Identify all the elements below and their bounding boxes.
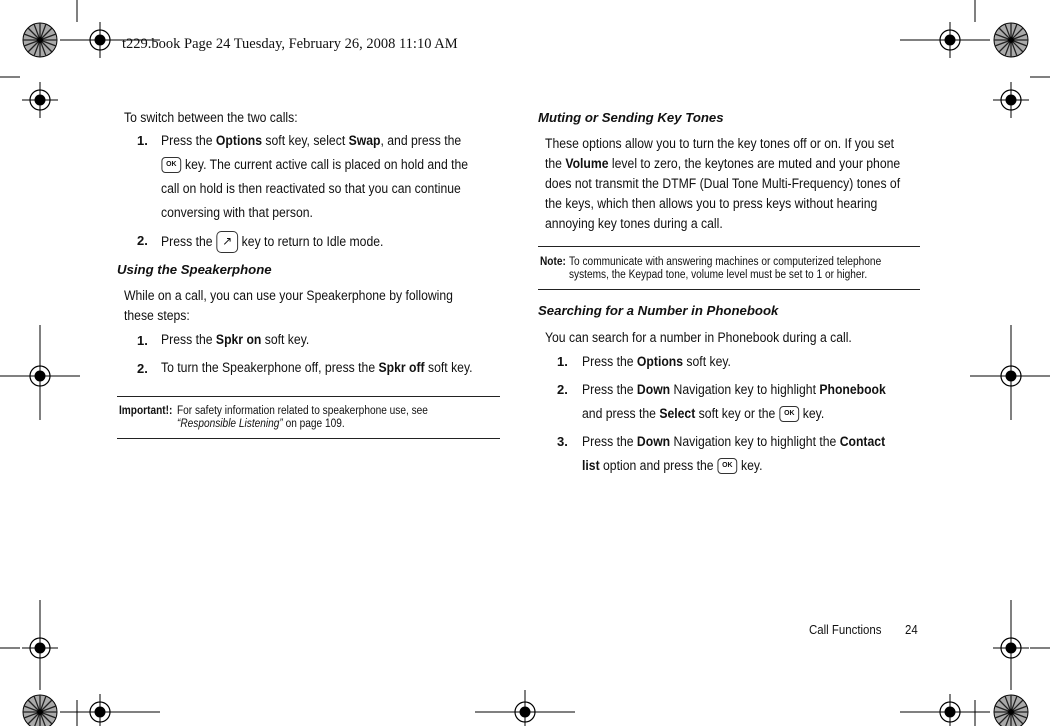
divider bbox=[117, 396, 500, 397]
important-text: For safety information related to speakerphone use, see bbox=[177, 405, 428, 417]
important-text: “Responsible Listening” on page 109. bbox=[177, 418, 345, 430]
step-number: 3. bbox=[557, 434, 568, 449]
note-text: systems, the Keypad tone, volume level must be set to 1 or higher. bbox=[569, 269, 868, 281]
note-text: To communicate with answering machines or computerized telephone bbox=[569, 256, 882, 268]
step-number: 2. bbox=[557, 382, 568, 397]
step-text: OK key. The current active call is placed on hold and the bbox=[161, 155, 468, 175]
divider bbox=[538, 289, 920, 290]
intro-text: To switch between the two calls: bbox=[124, 110, 298, 126]
section-heading: Searching for a Number in Phonebook bbox=[538, 303, 779, 318]
body-text: These options allow you to turn the key tones off or on. If you set bbox=[545, 136, 895, 152]
step-text: and press the Select soft key or the OK key. bbox=[582, 406, 825, 422]
body-text: does not transmit the DTMF (Dual Tone Multi-Frequency) tones of bbox=[545, 176, 901, 192]
body-text: annoying key tones during a call. bbox=[545, 216, 723, 232]
divider bbox=[117, 438, 500, 439]
cross-reference-link[interactable]: “Responsible Listening” bbox=[177, 418, 283, 430]
step-number: 1. bbox=[557, 354, 568, 369]
step-number: 2. bbox=[137, 361, 148, 376]
section-heading: Using the Speakerphone bbox=[117, 262, 272, 277]
step-text: Press the Spkr on soft key. bbox=[161, 332, 310, 348]
step-number: 1. bbox=[137, 333, 148, 348]
ok-key-icon: OK bbox=[161, 157, 181, 173]
step-text: call on hold is then reactivated so that you can continue bbox=[161, 181, 461, 197]
file-header: t229.book Page 24 Tuesday, February 26, 2008 11:10 AM bbox=[122, 36, 458, 52]
body-text: these steps: bbox=[124, 308, 190, 324]
step-number: 1. bbox=[137, 133, 148, 148]
body-text: the keys, which then allows you to press keys without hearing bbox=[545, 196, 878, 212]
important-label: Important!: bbox=[119, 405, 173, 417]
step-text: Press the Options soft key, select Swap, and press the bbox=[161, 133, 462, 149]
page-number: 24 bbox=[905, 622, 918, 637]
body-text: While on a call, you can use your Speakerphone by following bbox=[124, 288, 453, 304]
ok-key-icon: OK bbox=[779, 406, 799, 422]
step-text: list option and press the OK key. bbox=[582, 458, 763, 474]
note-label: Note: bbox=[540, 256, 566, 268]
body-text: the Volume level to zero, the keytones are muted and your phone bbox=[545, 156, 901, 172]
step-text: Press the Down Navigation key to highlight the Contact bbox=[582, 434, 886, 450]
end-key-icon: ↗ bbox=[216, 231, 238, 253]
ok-key-icon: OK bbox=[717, 458, 737, 474]
step-text: To turn the Speakerphone off, press the Spkr off soft key. bbox=[161, 360, 473, 376]
section-heading: Muting or Sending Key Tones bbox=[538, 110, 724, 125]
step-text: Press the Options soft key. bbox=[582, 354, 731, 370]
step-text: Press the Down Navigation key to highlight Phonebook bbox=[582, 382, 886, 398]
footer-section: Call Functions bbox=[809, 622, 882, 637]
step-text: conversing with that person. bbox=[161, 205, 313, 221]
step-text: Press the ↗ key to return to Idle mode. bbox=[161, 231, 383, 253]
body-text: You can search for a number in Phonebook during a call. bbox=[545, 330, 852, 346]
step-number: 2. bbox=[137, 233, 148, 248]
divider bbox=[538, 246, 920, 247]
